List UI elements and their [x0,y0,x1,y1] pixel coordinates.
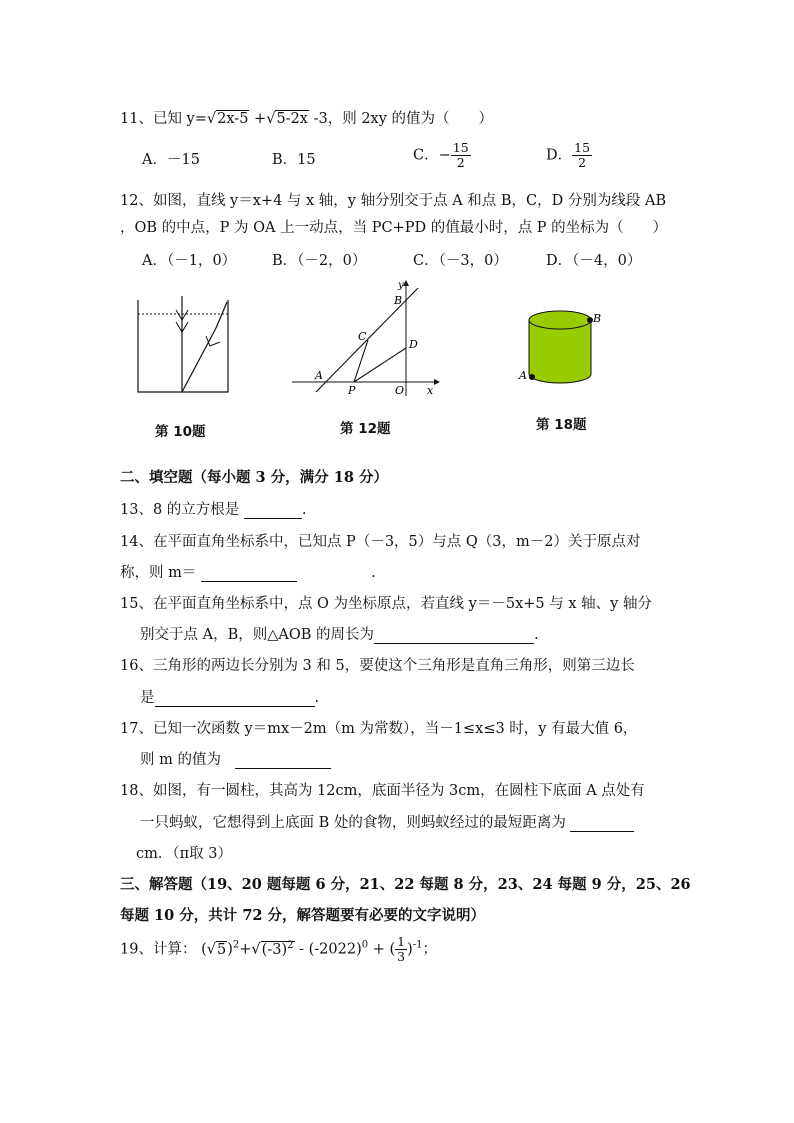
q13-text: 13、8 的立方根是 [120,502,244,518]
q19-close: ) [407,941,413,958]
section-2-heading: 二、填空题（每小题 3 分，满分 18 分） [120,469,388,486]
q19-exponent-0: 0 [361,939,369,951]
label-b: B [394,294,403,307]
q19-semicolon: ； [422,941,438,958]
q11-option-c-label: C． [413,147,439,164]
q12-line1: 12、如图，直线 y＝x+4 与 x 轴，y 轴分别交于点 A 和点 B，C，D 分别为线段 AB [120,193,667,209]
q13-end: . [301,502,307,518]
label-b: B [593,312,602,325]
q14-line2 [120,561,376,582]
fraction-numerator: 15 [452,140,469,155]
q19-exponent-1: 2 [232,939,240,951]
q15-line1: 15、在平面直角坐标系中，点 O 为坐标原点，若直线 y＝－5x+5 与 x 轴、y 轴分 [120,596,652,612]
q19-radicand-2 [261,941,295,958]
figure-18 [515,306,605,390]
fraction-denominator: 2 [456,155,465,170]
caption-figure-12: 第 12题 [340,421,391,437]
q19-prefix: 19、计算： [120,941,197,958]
q11-radicand-2: 5-2x [276,111,308,127]
q19-radicand-1: 5 [216,941,227,958]
fraction-denominator: 2 [578,155,587,170]
sqrt-symbol-icon: √ [206,941,216,958]
q19 [120,935,437,964]
label-c: C [358,330,367,343]
fraction [572,141,592,170]
sqrt-symbol-icon: √ [206,111,217,127]
q11-part1: 11、已知 y= [120,111,207,127]
q19-plus-2: + ( [368,941,396,958]
q12-option-d[interactable]: D．（－4，0） [546,253,642,269]
q15-end: . [534,627,539,643]
q17-text: 则 m 的值为 [140,752,236,768]
q11-part2: + [249,111,267,127]
q17-line2 [140,748,331,769]
q11-part3: -3，则 2xy 的值为（ ） [308,111,494,127]
q15-text: 别交于点 A，B，则△AOB 的周长为 [140,627,375,643]
label-y: y [398,280,404,291]
answer-blank[interactable] [244,502,302,519]
q19-radicand-2-base: (-3) [261,941,288,958]
label-a: A [519,369,527,382]
q19-radicand-2-exponent: 2 [287,939,294,951]
q11-stem [120,107,493,128]
q11-option-b[interactable]: B．15 [272,152,316,168]
label-a: A [315,369,323,382]
q11-option-a[interactable]: A．－15 [142,152,200,168]
answer-blank[interactable] [201,565,297,582]
answer-blank[interactable] [235,752,331,769]
q13 [120,498,307,519]
fraction [395,935,407,964]
answer-blank[interactable] [155,690,315,707]
caption-figure-10: 第 10题 [155,424,206,440]
q18-line2 [140,811,634,832]
answer-blank[interactable] [570,815,634,832]
q18-text: 一只蚂蚁，它想得到上底面 B 处的食物，则蚂蚁经过的最短距离为 [140,815,571,831]
q12-option-a[interactable]: A．（－1，0） [142,253,237,269]
sqrt-symbol-icon: √ [266,111,276,127]
label-p: P [348,384,356,397]
q14-line1: 14、在平面直角坐标系中，已知点 P（－3，5）与点 Q（3，m－2）关于原点对 [120,534,641,550]
answer-blank[interactable] [374,627,534,644]
q11-option-d-label: D． [546,147,573,164]
label-x: x [427,384,434,397]
section-3-heading-line2: 每题 10 分，共计 72 分，解答题要有必要的文字说明） [120,907,486,924]
q12-option-c[interactable]: C．（－3，0） [413,253,508,269]
q17-line1: 17、已知一次函数 y＝mx－2m（m 为常数），当－1≤x≤3 时，y 有最大值 6， [120,721,638,737]
q14-end: . [370,565,376,581]
q11-option-c[interactable] [413,141,471,170]
figure-12 [288,278,448,403]
q19-open-paren: ( [201,941,207,958]
figure-10 [130,290,240,400]
q16-end: . [314,690,320,706]
q16-line2 [140,686,319,707]
label-d: D [409,338,418,351]
fraction [451,141,471,170]
q18-line3: cm．（π取 3） [136,846,232,862]
q16-line1: 16、三角形的两边长分别为 3 和 5，要使这个三角形是直角三角形，则第三边长 [120,658,635,674]
q19-plus: + [239,941,252,958]
fraction-numerator: 1 [397,934,406,949]
q12-option-b[interactable]: B．（－2，0） [272,253,367,269]
q18-line1: 18、如图，有一圆柱，其高为 12cm，底面半径为 3cm，在圆柱下底面 A 点处有 [120,783,645,799]
q15-line2 [140,623,539,644]
q11-radicand-1: 2x-5 [217,111,249,127]
fraction-denominator: 3 [397,949,406,964]
q16-text: 是 [140,690,155,706]
q12-line2: ，OB 的中点，P 为 OA 上一动点，当 PC+PD 的值最小时，点 P 的坐标为（ ） [120,220,668,236]
fraction-numerator: 15 [574,140,591,155]
caption-figure-18: 第 18题 [536,417,587,433]
sqrt-symbol-icon: √ [251,941,261,958]
section-3-heading-line1: 三、解答题（19、20 题每题 6 分，21、22 每题 8 分，23、24 每题 9 分，25、26 [120,876,691,893]
q11-option-c-sign: − [438,147,451,164]
q11-option-d[interactable] [546,141,592,170]
label-o: O [395,384,405,397]
q14-text: 称，则 m＝ [120,565,201,581]
q19-close-paren: ) [227,941,233,958]
q19-minus-term: - (-2022) [294,941,362,958]
q19-exponent-neg: -1 [412,939,423,951]
